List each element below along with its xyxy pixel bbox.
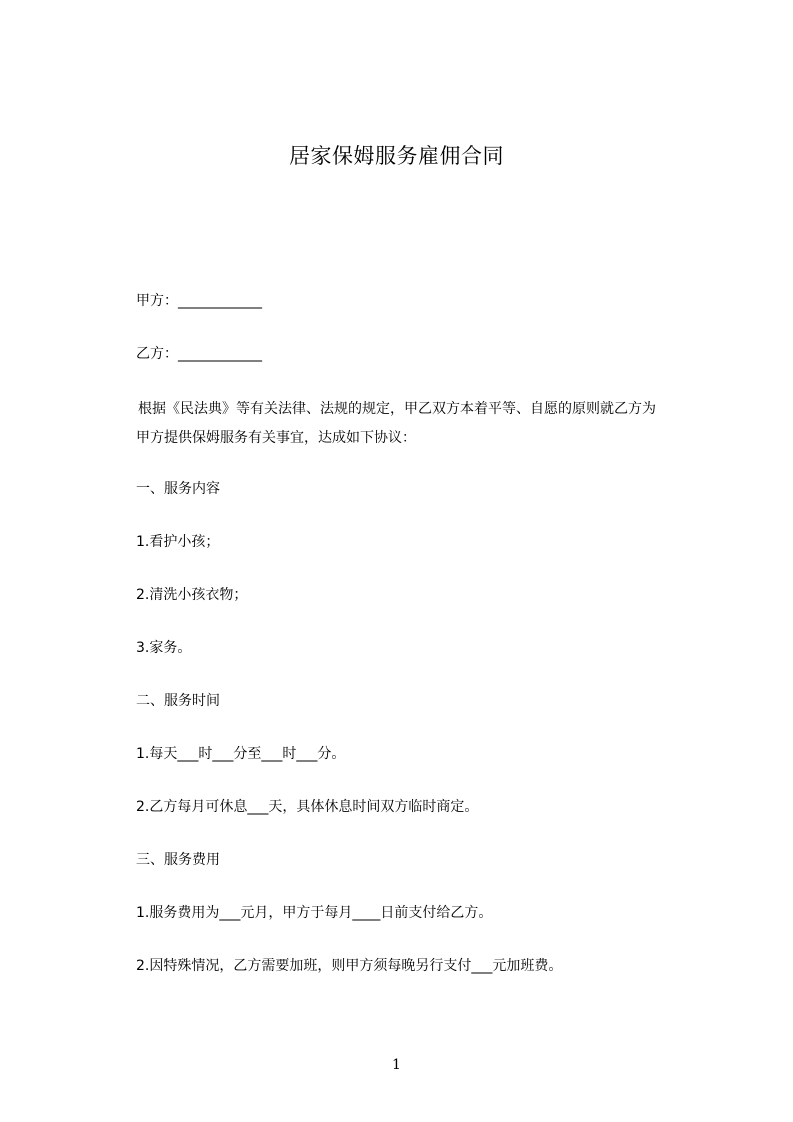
list-item: 2.因特殊情况，乙方需要加班，则甲方须每晚另行支付___元加班费。 (136, 958, 563, 974)
list-item: 2.乙方每月可休息___天，具体休息时间双方临时商定。 (136, 799, 479, 815)
section-heading-service-time: 二、服务时间 (136, 693, 220, 709)
list-item: 1.服务费用为___元月，甲方于每月____日前支付给乙方。 (136, 905, 493, 921)
list-item: 1.每天___时___分至___时___分。 (136, 746, 346, 762)
document-title: 居家保姆服务雇佣合同 (289, 144, 504, 168)
list-item: 3.家务。 (136, 640, 192, 656)
party-a-line: 甲方：____________ (136, 293, 262, 309)
list-item: 1.看护小孩； (136, 534, 220, 550)
party-b-line: 乙方：____________ (136, 346, 262, 362)
section-heading-service-fee: 三、服务费用 (136, 852, 220, 868)
intro-paragraph: 根据《民法典》等有关法律、法规的规定，甲乙双方本着平等、自愿的原则就乙方为甲方提供保姆服务有关事宜，达成如下协议： (136, 401, 656, 446)
page-number: 1 (392, 1057, 401, 1073)
section-heading-service-content: 一、服务内容 (136, 481, 220, 497)
list-item: 2.清洗小孩衣物； (136, 587, 248, 603)
